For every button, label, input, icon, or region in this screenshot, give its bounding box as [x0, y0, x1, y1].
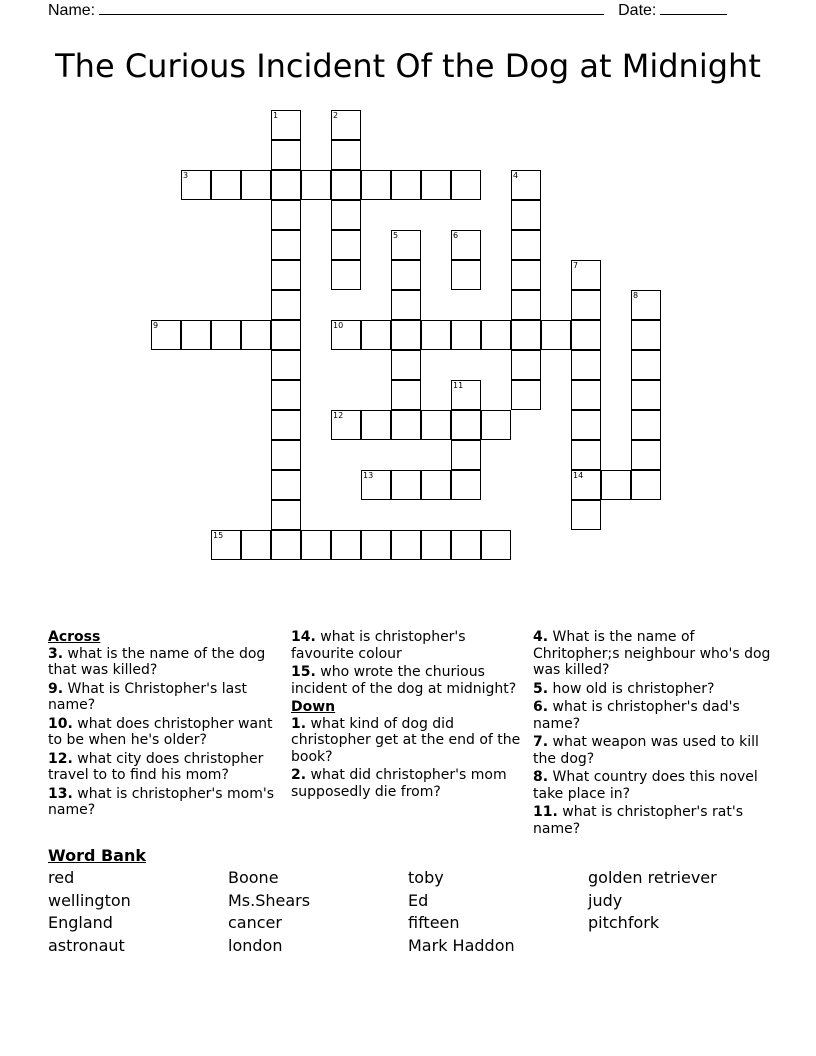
- word-bank-column-2: [228, 867, 310, 957]
- word-bank-item: England: [48, 913, 113, 932]
- grid-cell[interactable]: [571, 380, 601, 410]
- clue-down-4: 4. What is the name of Chritopher;s neighbour who's dog was killed?: [533, 629, 771, 678]
- clue-number: 10: [333, 321, 344, 330]
- grid-cell[interactable]: [331, 140, 361, 170]
- grid-cell[interactable]: [451, 440, 481, 470]
- word-bank-title: Word Bank: [48, 846, 147, 865]
- grid-cell[interactable]: [391, 170, 421, 200]
- grid-cell[interactable]: [391, 410, 421, 440]
- page-title: The Curious Incident Of the Dog at Midnight: [55, 47, 761, 85]
- grid-cell[interactable]: [271, 410, 301, 440]
- grid-cell[interactable]: [361, 530, 391, 560]
- grid-cell[interactable]: [481, 410, 511, 440]
- grid-cell[interactable]: [421, 470, 451, 500]
- word-bank-item: Mark Haddon: [408, 935, 515, 955]
- grid-cell[interactable]: [631, 470, 661, 500]
- grid-cell[interactable]: [361, 320, 391, 350]
- clue-down-8: 8. What country does this novel take place in?: [533, 769, 758, 802]
- grid-cell[interactable]: [331, 260, 361, 290]
- grid-cell[interactable]: [451, 260, 481, 290]
- grid-cell[interactable]: [571, 290, 601, 320]
- clue-down-1: 1. what kind of dog did christopher get at the end of the book?: [291, 715, 521, 765]
- grid-cell[interactable]: [451, 320, 481, 350]
- grid-cell[interactable]: [391, 320, 421, 350]
- word-bank-item: london: [228, 935, 283, 955]
- grid-cell[interactable]: [271, 470, 301, 500]
- clue-number: 13: [363, 471, 374, 480]
- grid-cell[interactable]: [271, 230, 301, 260]
- word-bank-item: red: [48, 868, 75, 887]
- down-heading: Down: [291, 699, 336, 715]
- grid-cell[interactable]: [511, 200, 541, 230]
- clue-down-6: 6. what is christopher's dad's name?: [533, 699, 740, 732]
- word-bank-item: pitchfork: [588, 913, 660, 932]
- grid-cell[interactable]: [301, 170, 331, 200]
- clue-number: 2: [333, 111, 339, 120]
- grid-cell[interactable]: [271, 440, 301, 470]
- word-bank-item: fifteen: [408, 913, 460, 932]
- grid-cell[interactable]: [241, 320, 271, 350]
- grid-cell[interactable]: [391, 470, 421, 500]
- grid-cell[interactable]: [421, 410, 451, 440]
- clue-number: 9: [153, 321, 159, 330]
- clue-number: 4: [513, 171, 519, 180]
- clue-across-3: 3. what is the name of the dog that was killed?: [48, 645, 266, 678]
- grid-cell[interactable]: [241, 530, 271, 560]
- clue-across-12: 12. what city does christopher travel to to find his mom?: [48, 750, 264, 783]
- grid-cell[interactable]: [481, 530, 511, 560]
- grid-cell[interactable]: [331, 230, 361, 260]
- grid-cell[interactable]: [571, 410, 601, 440]
- clue-across-9: 9. What is Christopher's last name?: [48, 680, 247, 713]
- clue-down-11: 11. what is christopher's rat's name?: [533, 804, 743, 837]
- word-bank-item: Boone: [228, 868, 279, 887]
- grid-cell[interactable]: [391, 380, 421, 410]
- word-bank-item: judy: [588, 890, 623, 910]
- grid-cell[interactable]: [421, 170, 451, 200]
- word-bank-column-3: [408, 867, 515, 957]
- name-label: Name:: [48, 2, 96, 19]
- clue-number: 14: [573, 471, 584, 480]
- clue-number: 15: [213, 531, 224, 540]
- grid-cell[interactable]: [631, 350, 661, 380]
- grid-cell[interactable]: [511, 320, 541, 350]
- grid-cell[interactable]: [241, 170, 271, 200]
- grid-cell[interactable]: [451, 410, 481, 440]
- grid-cell[interactable]: [271, 260, 301, 290]
- clue-number: 3: [183, 171, 189, 180]
- word-bank-item: toby: [408, 868, 444, 887]
- grid-cell[interactable]: [301, 530, 331, 560]
- word-bank-item: Ed: [408, 890, 429, 910]
- clue-number: 7: [573, 261, 579, 270]
- grid-cell[interactable]: [451, 470, 481, 500]
- grid-cell[interactable]: [361, 170, 391, 200]
- clue-number: 11: [453, 381, 464, 390]
- grid-cell[interactable]: [571, 500, 601, 530]
- grid-cell[interactable]: [271, 320, 301, 350]
- clue-across-15: 15. who wrote the churious incident of the dog at midnight?: [291, 664, 517, 697]
- grid-cell[interactable]: [511, 350, 541, 380]
- grid-cell[interactable]: [331, 200, 361, 230]
- grid-cell[interactable]: [181, 320, 211, 350]
- grid-cell[interactable]: [511, 380, 541, 410]
- clue-down-5: 5. how old is christopher?: [533, 680, 715, 697]
- grid-cell[interactable]: [271, 380, 301, 410]
- grid-cell[interactable]: [271, 200, 301, 230]
- grid-cell[interactable]: [541, 320, 571, 350]
- word-bank-item: cancer: [228, 913, 282, 932]
- clue-across-13: 13. what is christopher's mom's name?: [48, 785, 275, 818]
- word-bank-item: astronaut: [48, 935, 125, 955]
- grid-cell[interactable]: [631, 410, 661, 440]
- clue-number: 8: [633, 291, 639, 300]
- clue-column-3: [533, 629, 773, 839]
- clue-down-2: 2. what did christopher's mom supposedly die from?: [291, 767, 507, 800]
- grid-cell[interactable]: [391, 350, 421, 380]
- grid-cell[interactable]: [271, 140, 301, 170]
- grid-cell[interactable]: [571, 350, 601, 380]
- grid-cell[interactable]: [571, 440, 601, 470]
- grid-cell[interactable]: [451, 530, 481, 560]
- grid-cell[interactable]: [571, 320, 601, 350]
- grid-cell[interactable]: [421, 320, 451, 350]
- grid-cell[interactable]: [391, 530, 421, 560]
- word-bank-item: golden retriever: [588, 868, 717, 887]
- grid-cell[interactable]: [271, 530, 301, 560]
- word-bank-column-4: [588, 867, 717, 935]
- grid-cell[interactable]: [391, 290, 421, 320]
- grid-cell[interactable]: [331, 170, 361, 200]
- clue-down-7: 7. what weapon was used to kill the dog?: [533, 734, 759, 767]
- clue-number: 5: [393, 231, 399, 240]
- clue-column-1: [48, 629, 288, 821]
- grid-cell[interactable]: [211, 170, 241, 200]
- grid-cell[interactable]: [211, 320, 241, 350]
- grid-cell[interactable]: [631, 440, 661, 470]
- grid-cell[interactable]: [271, 170, 301, 200]
- grid-cell[interactable]: [631, 320, 661, 350]
- grid-cell[interactable]: [361, 410, 391, 440]
- grid-cell[interactable]: [511, 260, 541, 290]
- across-heading: Across: [48, 629, 101, 645]
- grid-cell[interactable]: [511, 290, 541, 320]
- grid-cell[interactable]: [391, 260, 421, 290]
- grid-cell[interactable]: [481, 320, 511, 350]
- word-bank-item: wellington: [48, 890, 131, 910]
- grid-cell[interactable]: [271, 290, 301, 320]
- clue-column-2: [291, 629, 531, 802]
- clue-across-14: 14. what is christopher's favourite colour: [291, 629, 466, 662]
- grid-cell[interactable]: [451, 170, 481, 200]
- grid-cell[interactable]: [631, 380, 661, 410]
- grid-cell[interactable]: [271, 500, 301, 530]
- grid-cell[interactable]: [421, 530, 451, 560]
- word-bank-column-1: [48, 867, 131, 957]
- clue-number: 6: [453, 231, 459, 240]
- word-bank-item: Ms.Shears: [228, 890, 311, 910]
- grid-cell[interactable]: [271, 350, 301, 380]
- clue-number: 1: [273, 111, 279, 120]
- grid-cell[interactable]: [331, 530, 361, 560]
- grid-cell[interactable]: [601, 470, 631, 500]
- date-label: Date:: [618, 2, 657, 19]
- clue-across-10: 10. what does christopher want to be when he's older?: [48, 715, 273, 748]
- grid-cell[interactable]: [511, 230, 541, 260]
- clue-number: 12: [333, 411, 344, 420]
